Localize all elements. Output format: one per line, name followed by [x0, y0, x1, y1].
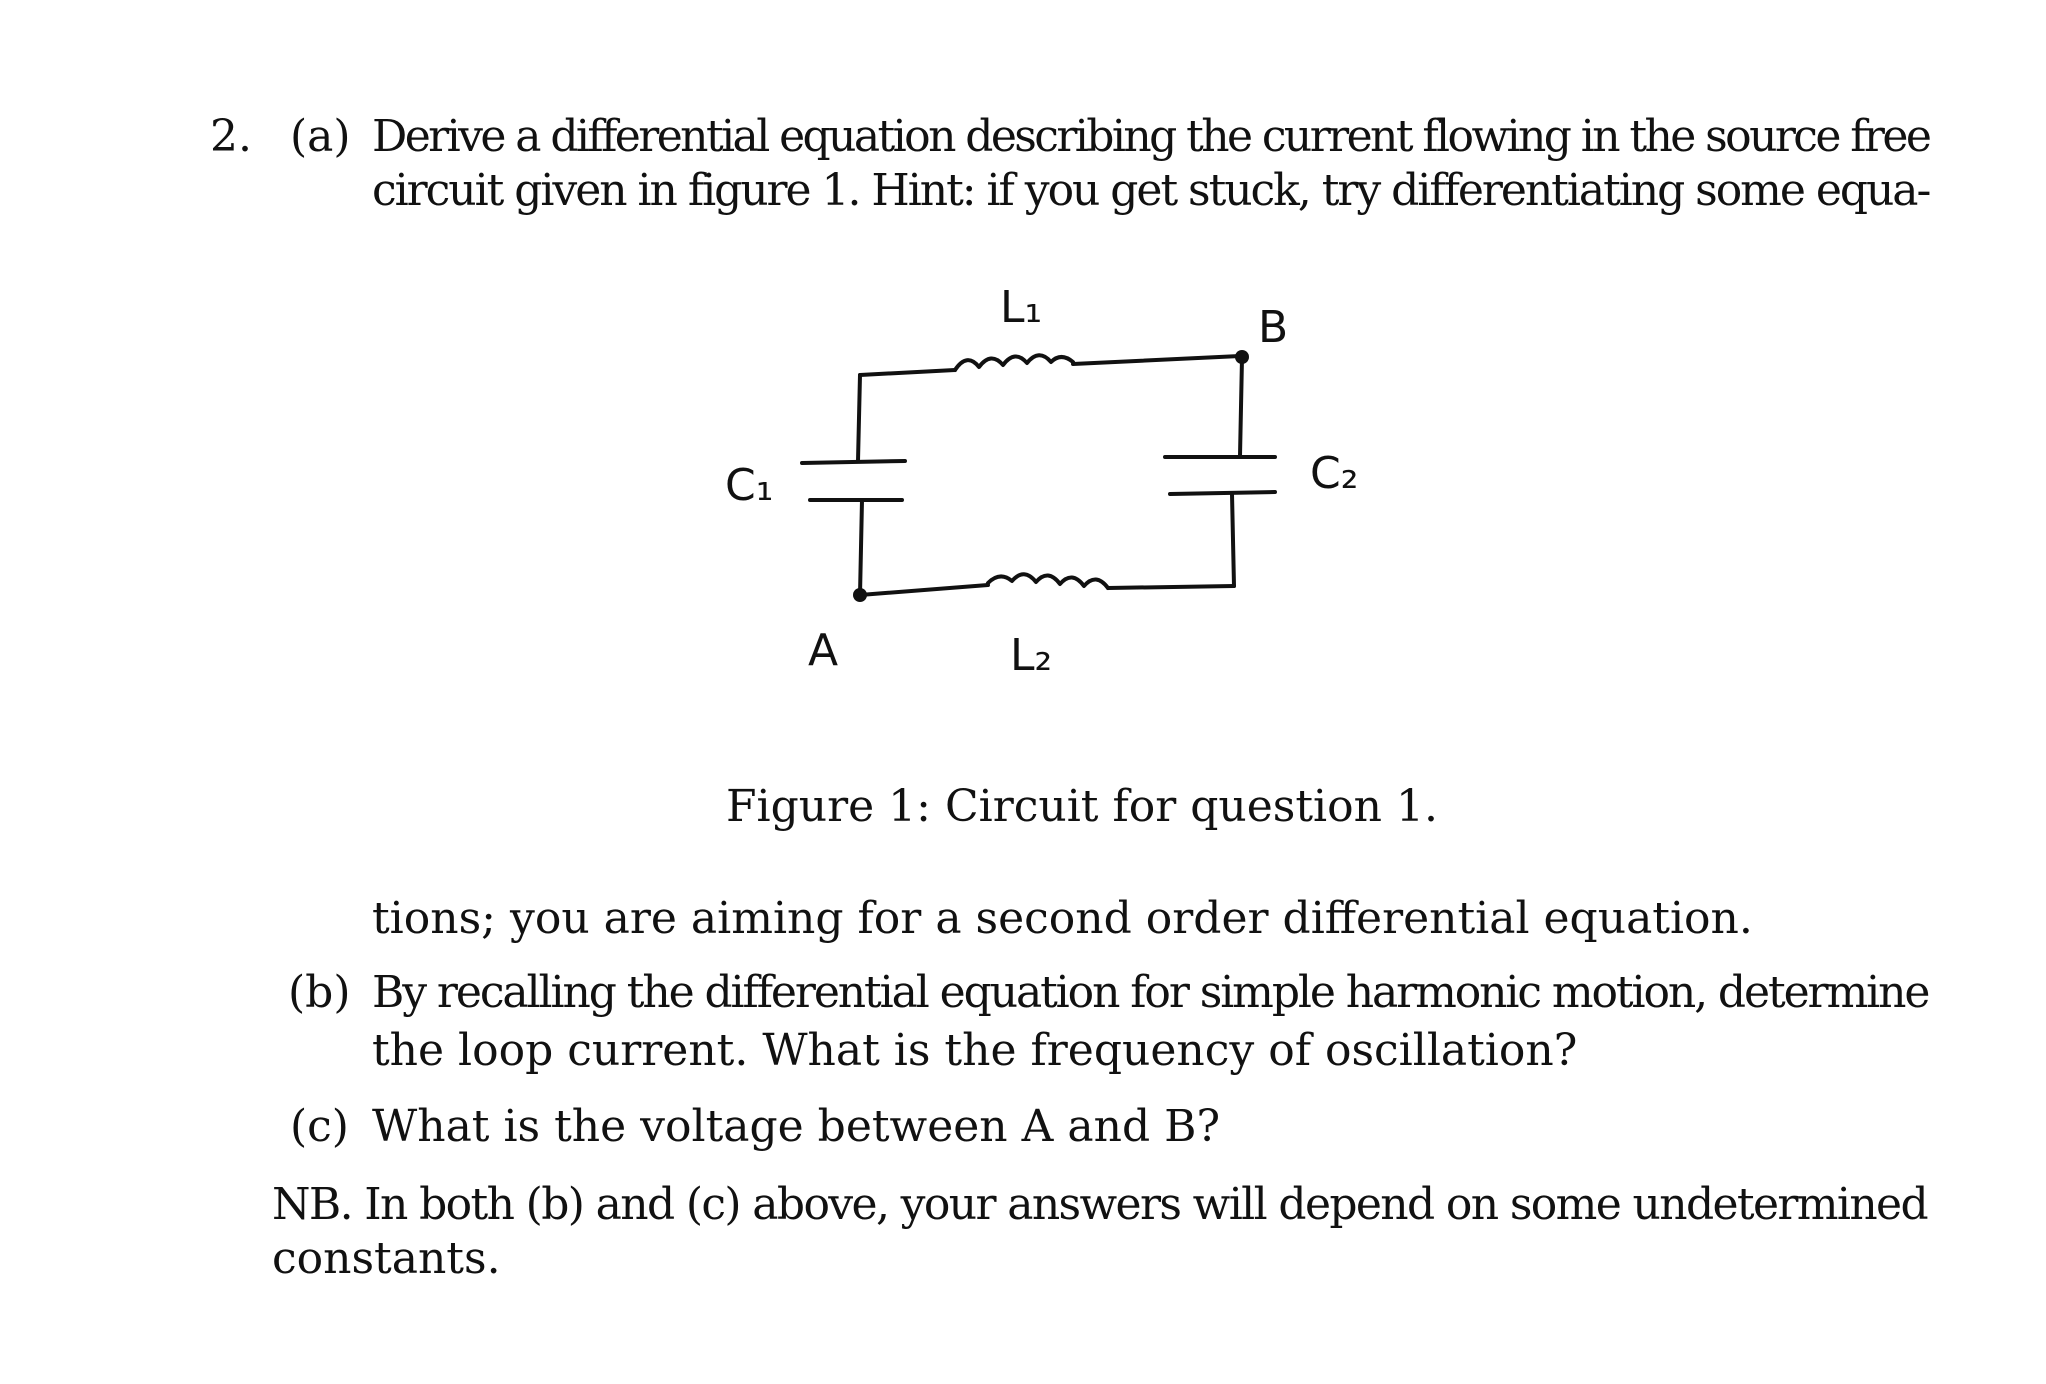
part-a-line-2: circuit given in figure 1. Hint: if you get stuck, try differentiating some equa- [372, 165, 1930, 216]
inductor-l2-coils [988, 574, 1108, 588]
part-a-label: (a) [290, 111, 351, 162]
question-number: 2. [210, 111, 252, 162]
part-a-line-1: Derive a differential equation describing the current flowing in the source free [372, 111, 1930, 162]
part-b-line-2: the loop current. What is the frequency of oscillation? [372, 1025, 1578, 1076]
left-wire-bottom [860, 500, 862, 595]
bottom-wire-right [1108, 586, 1234, 588]
part-c-line-1: What is the voltage between A and B? [372, 1101, 1221, 1152]
figure-caption: Figure 1: Circuit for question 1. [726, 781, 1438, 832]
nb-line-2: constants. [272, 1233, 501, 1284]
label-a: A [808, 625, 839, 676]
node-a-dot [853, 588, 867, 602]
nb-line-1: NB. In both (b) and (c) above, your answers will depend on some undetermined [272, 1179, 1927, 1230]
label-b: B [1258, 302, 1289, 353]
label-c2: C₂ [1310, 448, 1359, 499]
top-wire-right [1073, 356, 1240, 364]
bottom-wire-left [860, 585, 988, 595]
label-c1: C₁ [725, 460, 774, 511]
label-l2: L₂ [1010, 630, 1053, 681]
inductor-l1-coils [955, 355, 1073, 370]
circuit-diagram [690, 260, 1410, 710]
part-a-line-3: tions; you are aiming for a second order differential equation. [372, 893, 1753, 944]
left-wire-top [858, 375, 860, 461]
capacitor-c1-top-plate [802, 461, 905, 463]
right-wire-top [1240, 358, 1242, 456]
right-wire-bottom [1232, 494, 1234, 586]
capacitor-c2-bottom-plate [1170, 492, 1275, 494]
part-b-line-1: By recalling the differential equation for simple harmonic motion, determine [372, 967, 1929, 1018]
part-c-label: (c) [290, 1101, 349, 1152]
label-l1: L₁ [1000, 282, 1043, 333]
part-b-label: (b) [288, 967, 351, 1018]
node-b-dot [1235, 350, 1249, 364]
top-wire-left [860, 370, 955, 375]
